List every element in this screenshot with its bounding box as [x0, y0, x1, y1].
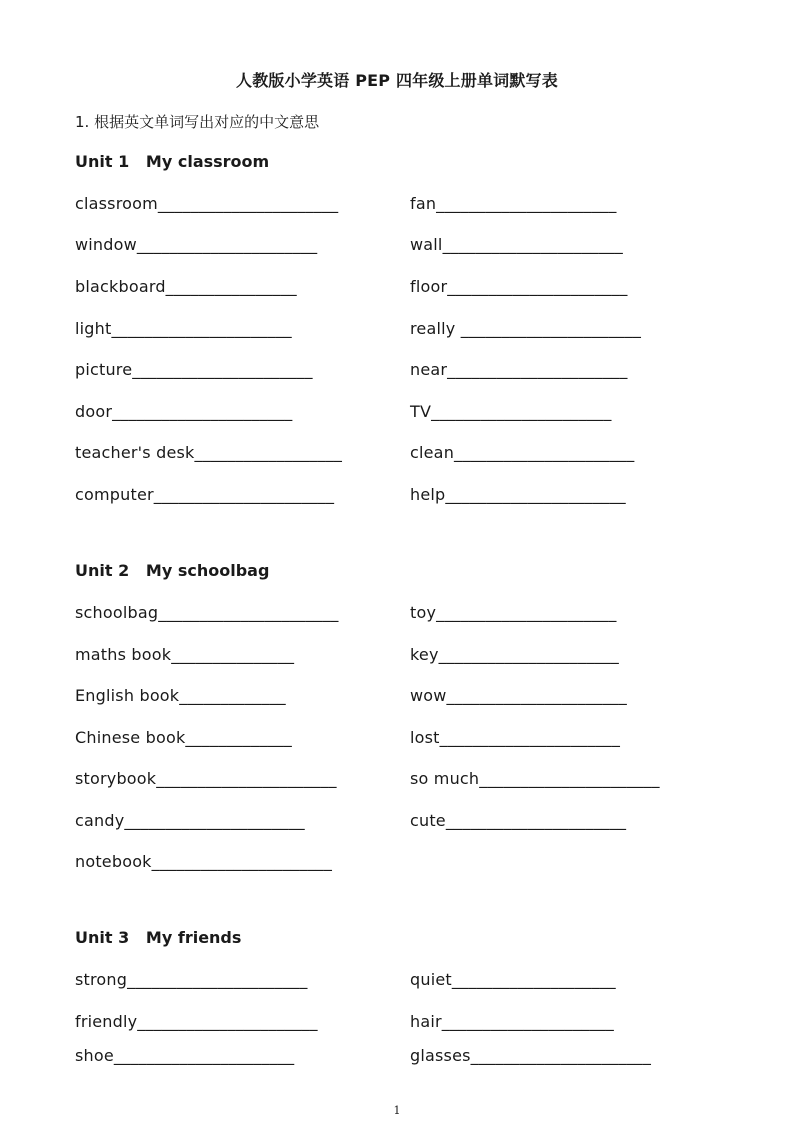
unit-1-word-right: TV______________________ — [410, 402, 612, 421]
unit-2-word-right: key______________________ — [410, 645, 620, 664]
unit-1-word-left: door______________________ — [75, 402, 293, 421]
unit-1-word-right: floor______________________ — [410, 277, 628, 296]
unit-1-heading: Unit 1 My classroom — [75, 152, 270, 171]
unit-2-heading: Unit 2 My schoolbag — [75, 561, 270, 580]
unit-3-word-right: hair_____________________ — [410, 1012, 614, 1031]
unit-2-word-right: toy______________________ — [410, 603, 617, 622]
unit-1-word-right: really ______________________ — [410, 319, 642, 338]
unit-3-word-right: quiet____________________ — [410, 970, 616, 989]
unit-2-word-right: wow______________________ — [410, 686, 627, 705]
unit-1-word-left: blackboard________________ — [75, 277, 297, 296]
unit-1-word-right: wall______________________ — [410, 235, 623, 254]
unit-1-word-left: light______________________ — [75, 319, 292, 338]
unit-3-word-left: strong______________________ — [75, 970, 308, 989]
document-title: 人教版小学英语 PEP 四年级上册单词默写表 — [236, 71, 558, 90]
unit-1-word-right: help______________________ — [410, 485, 626, 504]
unit-3-heading: Unit 3 My friends — [75, 928, 242, 947]
unit-1-word-right: clean______________________ — [410, 443, 635, 462]
unit-3-word-left: shoe______________________ — [75, 1046, 295, 1065]
unit-1-word-left: teacher's desk__________________ — [75, 443, 343, 462]
page-number: 1 — [393, 1104, 401, 1117]
unit-2-word-right: so much______________________ — [410, 769, 660, 788]
unit-3-word-left: friendly______________________ — [75, 1012, 318, 1031]
unit-2-word-left: storybook______________________ — [75, 769, 337, 788]
unit-2-word-right: cute______________________ — [410, 811, 627, 830]
unit-1-word-right: near______________________ — [410, 360, 628, 379]
unit-1-word-left: classroom______________________ — [75, 194, 339, 213]
unit-3-word-right: glasses______________________ — [410, 1046, 652, 1065]
unit-2-word-left: maths book_______________ — [75, 645, 295, 664]
unit-1-word-left: picture______________________ — [75, 360, 313, 379]
unit-1-word-left: computer______________________ — [75, 485, 335, 504]
unit-2-word-left: notebook______________________ — [75, 852, 333, 871]
unit-1-word-right: fan______________________ — [410, 194, 617, 213]
unit-2-word-left: candy______________________ — [75, 811, 305, 830]
unit-2-word-right: lost______________________ — [410, 728, 621, 747]
unit-1-word-left: window______________________ — [75, 235, 318, 254]
unit-2-word-left: English book_____________ — [75, 686, 286, 705]
instruction-text: 1. 根据英文单词写出对应的中文意思 — [75, 113, 320, 131]
unit-2-word-left: schoolbag______________________ — [75, 603, 339, 622]
unit-2-word-left: Chinese book_____________ — [75, 728, 293, 747]
